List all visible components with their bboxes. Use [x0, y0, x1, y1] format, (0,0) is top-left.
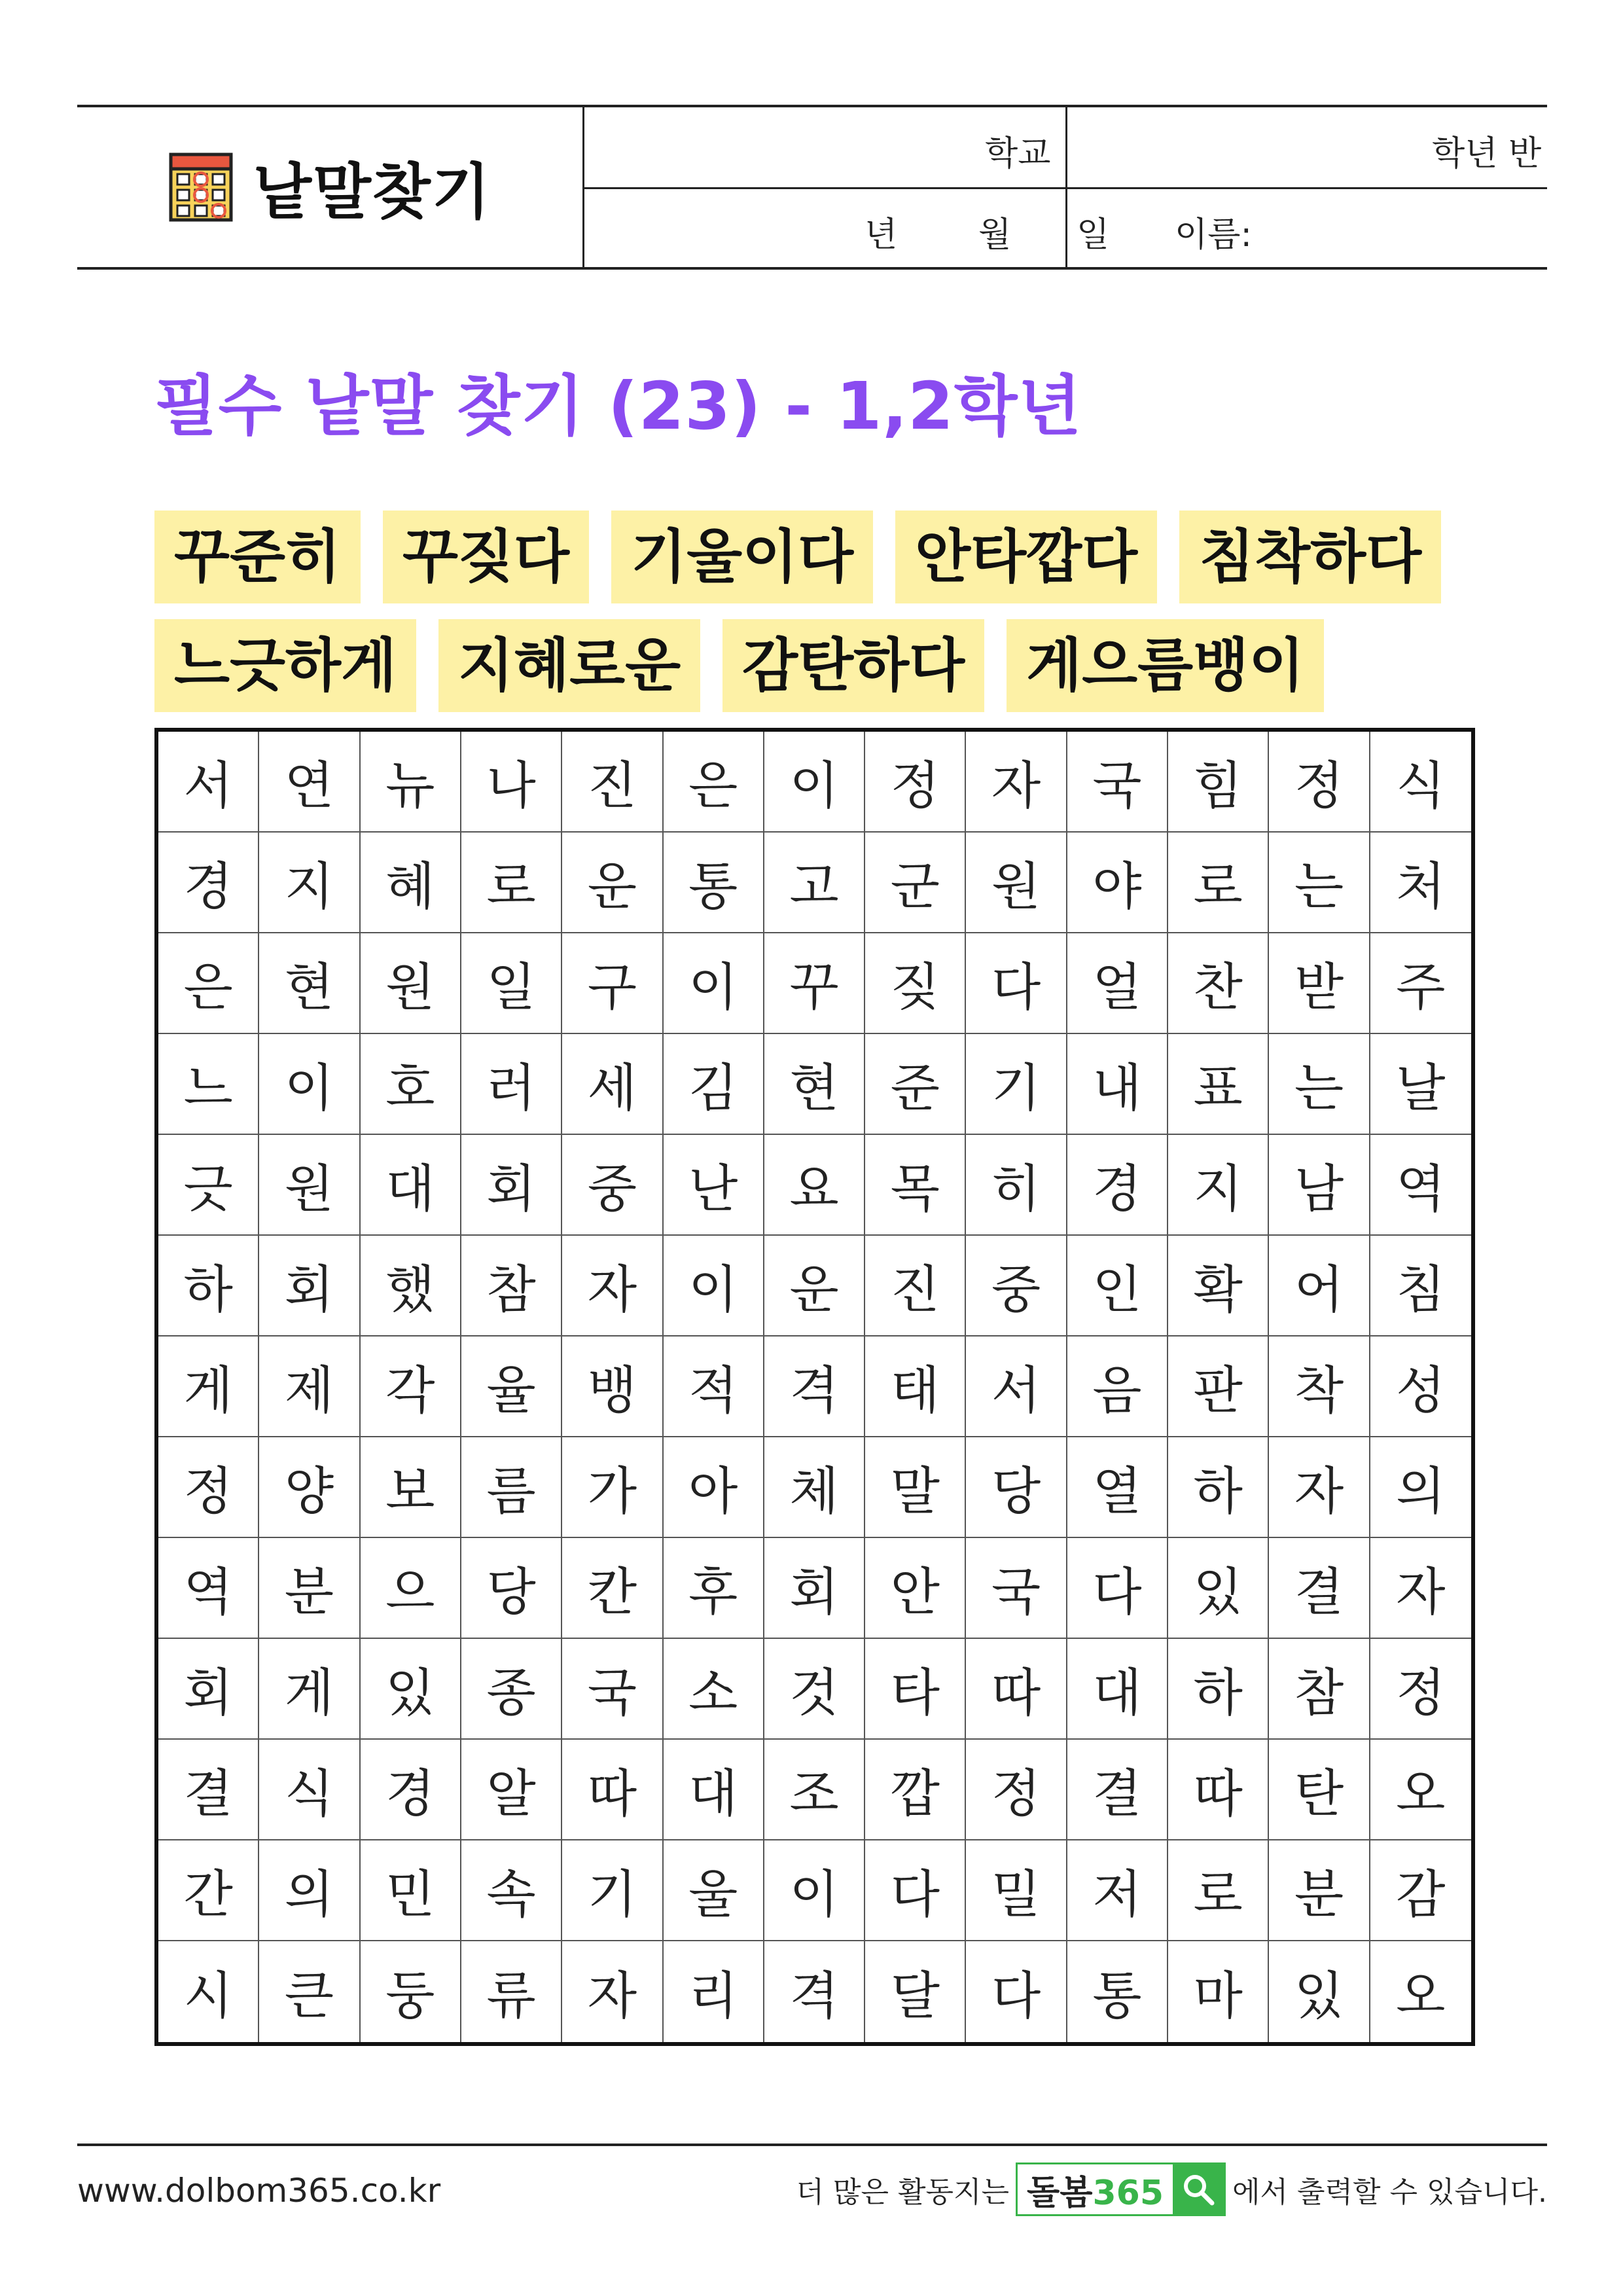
- grid-cell: 격: [764, 1941, 865, 2042]
- word-item: 안타깝다: [895, 511, 1157, 603]
- grid-cell: 것: [764, 1639, 865, 1740]
- grid-cell: 울: [664, 1840, 764, 1941]
- word-item: 느긋하게: [154, 619, 416, 712]
- grid-cell: 찬: [1168, 933, 1269, 1034]
- grid-cell: 로: [1168, 1840, 1269, 1941]
- grid-cell: 은: [158, 933, 259, 1034]
- grid-cell: 대: [361, 1135, 461, 1236]
- grid-cell: 이: [764, 1840, 865, 1941]
- grid-cell: 진: [865, 1236, 966, 1336]
- grid-cell: 적: [664, 1336, 764, 1437]
- grid-cell: 혜: [361, 833, 461, 933]
- brand-name: [1018, 2165, 1173, 2214]
- grid-cell: 통: [664, 833, 764, 933]
- grid-cell: 민: [361, 1840, 461, 1941]
- grid-cell: 짖: [865, 933, 966, 1034]
- grid-cell: 둥: [361, 1941, 461, 2042]
- word-bank: [154, 511, 1476, 728]
- grid-cell: 자: [1269, 1437, 1370, 1538]
- word-item: 침착하다: [1179, 511, 1441, 603]
- grid-cell: 회: [158, 1639, 259, 1740]
- grid-cell: 다: [1067, 1538, 1168, 1639]
- grid-cell: 당: [461, 1538, 562, 1639]
- grid-cell: 결: [1269, 1538, 1370, 1639]
- grid-cell: 종: [461, 1639, 562, 1740]
- grid-cell: 통: [1067, 1941, 1168, 2042]
- grid-cell: 현: [764, 1034, 865, 1135]
- grid-cell: 깝: [865, 1740, 966, 1840]
- grid-cell: 보: [361, 1437, 461, 1538]
- grid-cell: 처: [1370, 833, 1471, 933]
- grid-cell: 타: [865, 1639, 966, 1740]
- grid-cell: 제: [259, 1336, 360, 1437]
- word-item: 기울이다: [611, 511, 873, 603]
- grid-cell: 국: [966, 1538, 1067, 1639]
- grid-cell: 로: [1168, 833, 1269, 933]
- grid-cell: 경: [158, 833, 259, 933]
- grid-cell: 로: [461, 833, 562, 933]
- grid-cell: 준: [865, 1034, 966, 1135]
- brand-search-box: [1016, 2162, 1226, 2216]
- grid-cell: 기: [562, 1840, 663, 1941]
- grid-cell: 긋: [158, 1135, 259, 1236]
- footer-promo: [796, 2162, 1548, 2216]
- grid-cell: 알: [461, 1740, 562, 1840]
- grid-cell: 구: [562, 933, 663, 1034]
- grid-cell: 성: [1370, 1336, 1471, 1437]
- grid-cell: 소: [664, 1639, 764, 1740]
- footer-divider: [77, 2144, 1547, 2146]
- grid-cell: 자: [562, 1941, 663, 2042]
- grid-cell: 하: [1168, 1437, 1269, 1538]
- grid-cell: 느: [158, 1034, 259, 1135]
- grid-cell: 결: [158, 1740, 259, 1840]
- grid-cell: 정: [865, 732, 966, 833]
- grid-cell: 자: [562, 1236, 663, 1336]
- grid-cell: 회: [259, 1236, 360, 1336]
- grid-cell: 진: [562, 732, 663, 833]
- logo-area: [77, 107, 584, 267]
- grid-cell: 중: [562, 1135, 663, 1236]
- page-title: 필수 낱말 찾기 (23) - 1,2학년: [154, 368, 1082, 444]
- grid-cell: 이: [259, 1034, 360, 1135]
- grid-cell: 요: [764, 1135, 865, 1236]
- grid-cell: 안: [865, 1538, 966, 1639]
- word-item: 지혜로운: [438, 619, 700, 712]
- name-label: 이름:: [1175, 215, 1252, 255]
- grid-cell: 있: [361, 1639, 461, 1740]
- grid-cell: 자: [966, 732, 1067, 833]
- grid-cell: 정: [158, 1437, 259, 1538]
- grid-cell: 체: [764, 1437, 865, 1538]
- grid-cell: 회: [764, 1538, 865, 1639]
- grid-cell: 국: [562, 1639, 663, 1740]
- grid-cell: 정: [966, 1740, 1067, 1840]
- grid-cell: 이: [664, 933, 764, 1034]
- grid-cell: 는: [1269, 833, 1370, 933]
- grid-cell: 가: [562, 1437, 663, 1538]
- grid-cell: 있: [1168, 1538, 1269, 1639]
- info-divider-vertical: [1065, 107, 1067, 267]
- grid-cell: 중: [966, 1236, 1067, 1336]
- grid-cell: 저: [1067, 1840, 1168, 1941]
- grid-cell: 날: [1370, 1034, 1471, 1135]
- grid-cell: 러: [461, 1034, 562, 1135]
- grid-cell: 군: [865, 833, 966, 933]
- grid-cell: 남: [1269, 1135, 1370, 1236]
- grid-cell: 현: [259, 933, 360, 1034]
- grid-cell: 탄: [1269, 1740, 1370, 1840]
- grid-cell: 정: [1370, 1639, 1471, 1740]
- grid-cell: 마: [1168, 1941, 1269, 2042]
- grid-cell: 다: [966, 933, 1067, 1034]
- grid-cell: 의: [1370, 1437, 1471, 1538]
- grid-cell: 역: [1370, 1135, 1471, 1236]
- grid-cell: 회: [461, 1135, 562, 1236]
- day-label: 일: [1077, 215, 1110, 255]
- grid-cell: 태: [865, 1336, 966, 1437]
- grid-cell: 나: [461, 732, 562, 833]
- grid-cell: 식: [1370, 732, 1471, 833]
- word-item: 게으름뱅이: [1007, 619, 1324, 712]
- grid-cell: 말: [865, 1437, 966, 1538]
- grid-cell: 름: [461, 1437, 562, 1538]
- grid-cell: 후: [664, 1538, 764, 1639]
- grid-cell: 결: [1067, 1740, 1168, 1840]
- grid-cell: 속: [461, 1840, 562, 1941]
- grid-cell: 달: [865, 1941, 966, 2042]
- word-item: 꾸준히: [154, 511, 361, 603]
- grid-cell: 정: [1269, 732, 1370, 833]
- grid-cell: 꾸: [764, 933, 865, 1034]
- grid-cell: 간: [158, 1840, 259, 1941]
- grid-cell: 히: [966, 1135, 1067, 1236]
- grid-cell: 원: [361, 933, 461, 1034]
- grid-cell: 다: [865, 1840, 966, 1941]
- worksheet-header: [77, 105, 1547, 270]
- search-icon: [1173, 2164, 1224, 2215]
- grid-cell: 뱅: [562, 1336, 663, 1437]
- grid-cell: 역: [158, 1538, 259, 1639]
- grid-cell: 경: [1067, 1135, 1168, 1236]
- grid-cell: 운: [562, 833, 663, 933]
- grid-cell: 밀: [966, 1840, 1067, 1941]
- grid-cell: 난: [664, 1135, 764, 1236]
- brand-number: 365: [1092, 2173, 1164, 2213]
- grid-cell: 분: [1269, 1840, 1370, 1941]
- grid-cell: 는: [1269, 1034, 1370, 1135]
- word-bank-row: [154, 619, 1476, 712]
- grid-cell: 참: [461, 1236, 562, 1336]
- grid-cell: 지: [259, 833, 360, 933]
- grid-cell: 목: [865, 1135, 966, 1236]
- grid-cell: 아: [664, 1437, 764, 1538]
- grid-cell: 경: [361, 1740, 461, 1840]
- grid-cell: 대: [1067, 1639, 1168, 1740]
- grid-cell: 어: [1269, 1236, 1370, 1336]
- grid-cell: 지: [1168, 1135, 1269, 1236]
- grid-cell: 식: [259, 1740, 360, 1840]
- grid-cell: 표: [1168, 1034, 1269, 1135]
- grid-cell: 서: [158, 732, 259, 833]
- grid-cell: 리: [664, 1941, 764, 2042]
- month-label: 월: [978, 215, 1012, 255]
- footer-url: www.dolbom365.co.kr: [77, 2172, 441, 2210]
- grid-cell: 오: [1396, 1967, 1446, 2026]
- grid-cell: 하: [1168, 1639, 1269, 1740]
- grid-cell: 운: [764, 1236, 865, 1336]
- grid-cell: 조: [764, 1740, 865, 1840]
- grid-cell: 이: [664, 1236, 764, 1336]
- grid-cell: 당: [966, 1437, 1067, 1538]
- grid-cell: 시: [158, 1941, 259, 2042]
- grid-cell: 서: [966, 1336, 1067, 1437]
- grid-cell: 원: [966, 833, 1067, 933]
- grid-cell: 열: [1067, 1437, 1168, 1538]
- grid-cell: 칸: [562, 1538, 663, 1639]
- grid-cell: 따: [562, 1740, 663, 1840]
- grid-cell: 대: [664, 1740, 764, 1840]
- grid-cell: 호: [361, 1034, 461, 1135]
- grid-cell: 각: [361, 1336, 461, 1437]
- grid-cell: 음: [1067, 1336, 1168, 1437]
- logo-title: 낱말찾기: [253, 157, 491, 227]
- grid-cell: 국: [1067, 732, 1168, 833]
- student-info-table: [584, 107, 1547, 267]
- class-label: 반: [1508, 134, 1542, 173]
- grid-cell: 류: [461, 1941, 562, 2042]
- grid-cell: 으: [361, 1538, 461, 1639]
- school-label: 학교: [985, 134, 1051, 173]
- grid-cell: 따: [966, 1639, 1067, 1740]
- grid-cell: 격: [764, 1336, 865, 1437]
- grid-cell: 세: [562, 1034, 663, 1135]
- grid-cell: 내: [1067, 1034, 1168, 1135]
- grid-cell: 의: [259, 1840, 360, 1941]
- grid-cell: 있: [1269, 1941, 1370, 2042]
- grid-cell: 하: [158, 1236, 259, 1336]
- grid-cell: 인: [1067, 1236, 1168, 1336]
- grid-cell: 게: [259, 1639, 360, 1740]
- grid-cell: 은: [664, 732, 764, 833]
- grid-cell: 따: [1168, 1740, 1269, 1840]
- grid-cell: 힘: [1168, 732, 1269, 833]
- brand-text: 돌봄: [1027, 2173, 1093, 2213]
- grid-cell: 원: [259, 1135, 360, 1236]
- grid-cell: 연: [259, 732, 360, 833]
- grid-cell: 오: [1370, 1740, 1471, 1840]
- grid-cell: 이: [764, 732, 865, 833]
- grid-cell: 주: [1370, 933, 1471, 1034]
- grid-cell: 게: [158, 1336, 259, 1437]
- grid-cell: 참: [1269, 1639, 1370, 1740]
- grid-cell: 확: [1168, 1236, 1269, 1336]
- grid-cell: 얼: [1067, 933, 1168, 1034]
- grid-cell: 뉴: [361, 732, 461, 833]
- grid-cell: 기: [966, 1034, 1067, 1135]
- word-item: 감탄하다: [722, 619, 984, 712]
- grid-cell: 침: [1370, 1236, 1471, 1336]
- grid-cell: 판: [1168, 1336, 1269, 1437]
- grid-cell: 받: [1269, 933, 1370, 1034]
- word-item: 꾸짖다: [383, 511, 589, 603]
- grid-cell: 큰: [259, 1941, 360, 2042]
- grid-cell: 야: [1067, 833, 1168, 933]
- grid-cell: 했: [361, 1236, 461, 1336]
- promo-prefix: 더 많은 활동지는: [796, 2176, 1009, 2209]
- grid-cell: 율: [461, 1336, 562, 1437]
- word-bank-row: [154, 511, 1476, 603]
- grid-cell: 다: [966, 1941, 1067, 2042]
- grid-cell: 고: [764, 833, 865, 933]
- grid-cell: 자: [1370, 1538, 1471, 1639]
- grid-cell: 착: [1269, 1336, 1370, 1437]
- word-grid-icon: [168, 152, 234, 223]
- letter-grid: [154, 728, 1475, 2046]
- promo-suffix: 에서 출력할 수 있습니다.: [1232, 2176, 1547, 2209]
- grid-cell: 일: [461, 933, 562, 1034]
- grade-label: 학년: [1432, 134, 1498, 173]
- year-label: 년: [865, 215, 898, 255]
- grid-cell: 분: [259, 1538, 360, 1639]
- grid-cell: 감: [1370, 1840, 1471, 1941]
- grid-cell: 김: [664, 1034, 764, 1135]
- grid-cell: 양: [259, 1437, 360, 1538]
